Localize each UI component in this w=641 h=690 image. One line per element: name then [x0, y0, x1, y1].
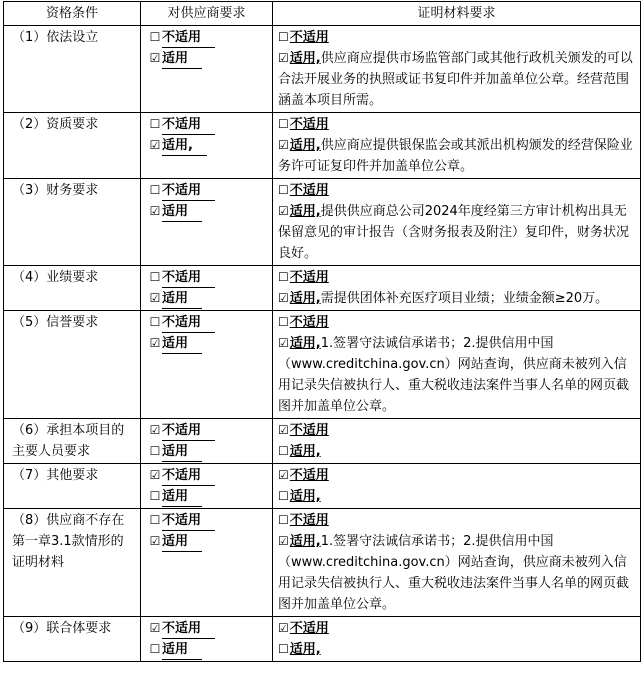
supplier-requirement-cell	[141, 617, 273, 662]
evidence-option[interactable]	[278, 333, 635, 417]
supplier-option-label: 不适用	[162, 116, 215, 135]
supplier-option[interactable]	[149, 531, 267, 552]
supplier-option[interactable]	[149, 288, 267, 309]
table-row	[4, 464, 641, 509]
evidence-description: 供应商应提供市场监管部门或其他行政机关颁发的可以合法开展业务的执照或证书复印件并加盖单位公章。经营范围涵盖本项目所需。	[278, 51, 633, 108]
evidence-option[interactable]	[278, 201, 635, 264]
checked-checkbox-icon[interactable]: ☑	[149, 423, 161, 437]
unchecked-checkbox-icon[interactable]: ☐	[278, 444, 289, 458]
supplier-option[interactable]	[149, 135, 267, 156]
qualification-table	[3, 1, 641, 662]
evidence-description: 供应商应提供银保监会或其派出机构颁发的经营保险业务许可证复印件并加盖单位公章。	[278, 138, 633, 174]
evidence-option[interactable]	[278, 267, 635, 288]
supplier-option[interactable]	[149, 420, 267, 441]
evidence-option-label: 适用,	[289, 204, 321, 219]
supplier-option[interactable]	[149, 333, 267, 354]
supplier-option[interactable]	[149, 618, 267, 639]
supplier-option[interactable]	[149, 441, 267, 462]
supplier-option-label: 适用	[162, 335, 202, 354]
supplier-option[interactable]	[149, 312, 267, 333]
unchecked-checkbox-icon[interactable]: ☐	[149, 315, 161, 329]
supplier-requirement-cell	[141, 311, 273, 419]
supplier-option[interactable]	[149, 201, 267, 222]
supplier-option[interactable]	[149, 510, 267, 531]
evidence-option-label: 不适用	[289, 117, 329, 132]
evidence-option-label: 适用,	[289, 489, 321, 504]
qualification-label: （6）承担本项目的主要人员要求	[4, 419, 141, 464]
checked-checkbox-icon[interactable]: ☑	[149, 291, 161, 305]
evidence-requirement-cell	[273, 179, 641, 266]
supplier-option-label: 适用	[162, 443, 202, 462]
supplier-option-label: 适用	[162, 203, 202, 222]
checked-checkbox-icon[interactable]: ☑	[278, 204, 289, 218]
unchecked-checkbox-icon[interactable]: ☐	[278, 315, 289, 329]
supplier-option-label: 不适用	[162, 29, 215, 48]
supplier-option-label: 不适用	[162, 620, 215, 639]
supplier-option[interactable]	[149, 180, 267, 201]
qualification-label: （7）其他要求	[4, 464, 141, 509]
supplier-requirement-cell	[141, 266, 273, 311]
supplier-option-label: 不适用	[162, 467, 215, 486]
supplier-option-label: 适用	[162, 488, 202, 507]
table-row	[4, 509, 641, 617]
evidence-option[interactable]	[278, 48, 635, 111]
header-qualification: 资格条件	[4, 2, 141, 26]
supplier-option-label: 适用	[162, 290, 202, 309]
checked-checkbox-icon[interactable]: ☑	[149, 204, 161, 218]
evidence-option-label: 不适用	[289, 468, 329, 483]
evidence-option-label: 适用,	[289, 534, 321, 549]
evidence-option-label: 不适用	[289, 183, 329, 198]
unchecked-checkbox-icon[interactable]: ☐	[278, 642, 289, 656]
qualification-label: （4）业绩要求	[4, 266, 141, 311]
evidence-option-label: 不适用	[289, 621, 329, 636]
evidence-requirement-cell	[273, 464, 641, 509]
evidence-requirement-cell	[273, 419, 641, 464]
evidence-requirement-cell	[273, 113, 641, 179]
evidence-description: 需提供团体补充医疗项目业绩；业绩金额≥20万。	[320, 291, 609, 306]
evidence-requirement-cell	[273, 26, 641, 113]
table-header-row	[4, 2, 641, 26]
evidence-option[interactable]	[278, 114, 635, 135]
evidence-option[interactable]	[278, 618, 635, 639]
unchecked-checkbox-icon[interactable]: ☐	[149, 30, 161, 44]
checked-checkbox-icon[interactable]: ☑	[278, 534, 289, 548]
unchecked-checkbox-icon[interactable]: ☐	[278, 489, 289, 503]
table-row	[4, 266, 641, 311]
checked-checkbox-icon[interactable]: ☑	[149, 534, 161, 548]
supplier-option-label: 适用	[162, 50, 202, 69]
supplier-option[interactable]	[149, 267, 267, 288]
evidence-option-label: 不适用	[289, 270, 329, 285]
unchecked-checkbox-icon[interactable]: ☐	[278, 117, 289, 131]
unchecked-checkbox-icon[interactable]: ☐	[278, 270, 289, 284]
qualification-label: （5）信誉要求	[4, 311, 141, 419]
evidence-description: 提供供应商总公司2024年度经第三方审计机构出具无保留意见的审计报告（含财务报表及附注）复印件，财务状况良好。	[278, 204, 630, 261]
supplier-option-label: 不适用	[162, 269, 215, 288]
evidence-option-label: 不适用	[289, 30, 329, 45]
table-row	[4, 113, 641, 179]
checked-checkbox-icon[interactable]: ☑	[278, 423, 289, 437]
supplier-requirement-cell	[141, 26, 273, 113]
qualification-label: （2）资质要求	[4, 113, 141, 179]
unchecked-checkbox-icon[interactable]: ☐	[149, 489, 161, 503]
supplier-option[interactable]	[149, 486, 267, 507]
checked-checkbox-icon[interactable]: ☑	[149, 621, 161, 635]
evidence-option[interactable]	[278, 465, 635, 486]
unchecked-checkbox-icon[interactable]: ☐	[149, 444, 161, 458]
qualification-label: （9）联合体要求	[4, 617, 141, 662]
supplier-option-label: 适用	[162, 533, 202, 552]
evidence-option[interactable]	[278, 531, 635, 615]
header-evidence-requirement: 证明材料要求	[273, 2, 641, 26]
supplier-option[interactable]	[149, 27, 267, 48]
supplier-option-label: 不适用	[162, 422, 215, 441]
table-row	[4, 26, 641, 113]
checked-checkbox-icon[interactable]: ☑	[149, 138, 161, 152]
supplier-option-label: 适用,	[162, 137, 207, 156]
supplier-option-label: 适用	[162, 641, 202, 660]
supplier-option[interactable]	[149, 48, 267, 69]
evidence-option[interactable]	[278, 27, 635, 48]
evidence-option-label: 不适用	[289, 513, 329, 528]
checked-checkbox-icon[interactable]: ☑	[278, 51, 289, 65]
unchecked-checkbox-icon[interactable]: ☐	[149, 183, 161, 197]
evidence-option-label: 适用,	[289, 336, 321, 351]
unchecked-checkbox-icon[interactable]: ☐	[149, 513, 161, 527]
table-body	[4, 26, 641, 662]
supplier-option[interactable]	[149, 465, 267, 486]
table-row	[4, 419, 641, 464]
evidence-option[interactable]	[278, 312, 635, 333]
evidence-description: 1.签署守法诚信承诺书；2.提供信用中国（www.creditchina.gov.cn）网站查询，供应商未被列入信用记录失信被执行人、重大税收违法案件当事人名单的网页截图并加盖单位公章。	[278, 336, 630, 414]
checked-checkbox-icon[interactable]: ☑	[149, 51, 161, 65]
evidence-option[interactable]	[278, 135, 635, 177]
evidence-requirement-cell	[273, 311, 641, 419]
qualification-label: （1）依法设立	[4, 26, 141, 113]
evidence-option[interactable]	[278, 420, 635, 441]
qualification-label: （3）财务要求	[4, 179, 141, 266]
supplier-option[interactable]	[149, 114, 267, 135]
evidence-description: 1.签署守法诚信承诺书；2.提供信用中国（www.creditchina.gov.cn）网站查询，供应商未被列入信用记录失信被执行人、重大税收违法案件当事人名单的网页截图并加盖单位公章。	[278, 534, 630, 612]
evidence-option-label: 适用,	[289, 291, 321, 306]
evidence-option-label: 不适用	[289, 315, 329, 330]
unchecked-checkbox-icon[interactable]: ☐	[149, 642, 161, 656]
unchecked-checkbox-icon[interactable]: ☐	[149, 117, 161, 131]
checked-checkbox-icon[interactable]: ☑	[149, 336, 161, 350]
table-row	[4, 617, 641, 662]
unchecked-checkbox-icon[interactable]: ☐	[278, 183, 289, 197]
evidence-option[interactable]	[278, 639, 635, 660]
checked-checkbox-icon[interactable]: ☑	[278, 138, 289, 152]
checked-checkbox-icon[interactable]: ☑	[278, 621, 289, 635]
checked-checkbox-icon[interactable]: ☑	[149, 468, 161, 482]
evidence-requirement-cell	[273, 509, 641, 617]
supplier-requirement-cell	[141, 179, 273, 266]
supplier-option-label: 不适用	[162, 512, 215, 531]
checked-checkbox-icon[interactable]: ☑	[278, 291, 289, 305]
evidence-option[interactable]	[278, 180, 635, 201]
evidence-option-label: 适用,	[289, 642, 321, 657]
evidence-option[interactable]	[278, 510, 635, 531]
unchecked-checkbox-icon[interactable]: ☐	[278, 513, 289, 527]
checked-checkbox-icon[interactable]: ☑	[278, 468, 289, 482]
evidence-option[interactable]	[278, 288, 635, 309]
evidence-option-label: 适用,	[289, 51, 321, 66]
supplier-option-label: 不适用	[162, 182, 215, 201]
supplier-requirement-cell	[141, 113, 273, 179]
evidence-option-label: 适用,	[289, 138, 321, 153]
evidence-option[interactable]	[278, 486, 635, 507]
header-supplier-requirement: 对供应商要求	[141, 2, 273, 26]
supplier-requirement-cell	[141, 509, 273, 617]
table-row	[4, 179, 641, 266]
evidence-requirement-cell	[273, 617, 641, 662]
evidence-requirement-cell	[273, 266, 641, 311]
qualification-label: （8）供应商不存在第一章3.1款情形的证明材料	[4, 509, 141, 617]
evidence-option-label: 不适用	[289, 423, 329, 438]
supplier-requirement-cell	[141, 464, 273, 509]
supplier-requirement-cell	[141, 419, 273, 464]
table-row	[4, 311, 641, 419]
evidence-option-label: 适用,	[289, 444, 321, 459]
evidence-option[interactable]	[278, 441, 635, 462]
unchecked-checkbox-icon[interactable]: ☐	[149, 270, 161, 284]
checked-checkbox-icon[interactable]: ☑	[278, 336, 289, 350]
unchecked-checkbox-icon[interactable]: ☐	[278, 30, 289, 44]
supplier-option-label: 不适用	[162, 314, 215, 333]
supplier-option[interactable]	[149, 639, 267, 660]
